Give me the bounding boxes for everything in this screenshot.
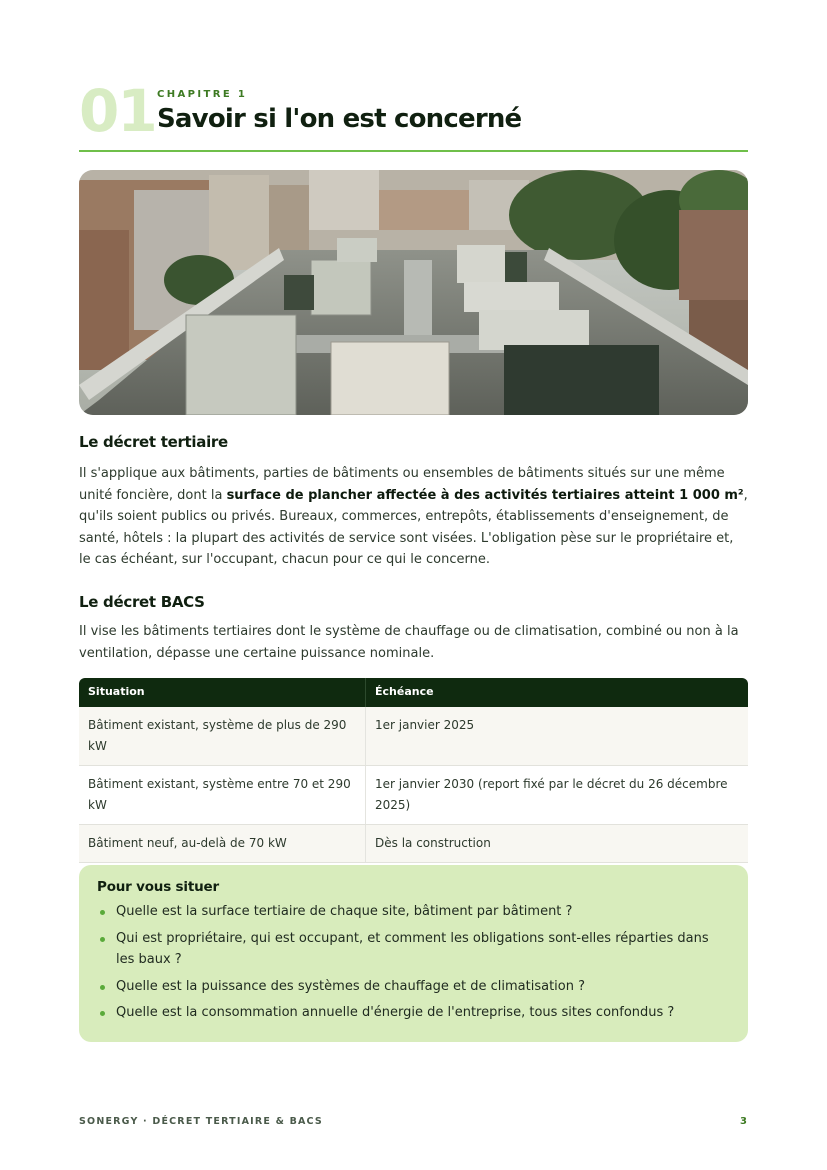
chapter-number: 01 xyxy=(79,77,156,145)
list-item xyxy=(97,976,730,998)
list-item xyxy=(97,1002,730,1024)
table-header xyxy=(79,678,748,707)
bullet-icon xyxy=(100,937,105,942)
page-number: 3 xyxy=(740,1116,747,1127)
table-row xyxy=(79,766,748,825)
paragraph-text: , qu'ils soient publics ou privés. Bureaux, commerces, entrepôts, établissements d'enseignement, de santé, hôtels : la plupart des activités de service sont visées. L'obligation pèse sur le propriétaire et, le cas échéant, sur l'occupant, chacun pour ce qui le concerne. xyxy=(79,487,748,567)
list-item-text: Quelle est la surface tertiaire de chaque site, bâtiment par bâtiment ? xyxy=(116,904,573,919)
bullet-icon xyxy=(100,1011,105,1016)
deadlines-table xyxy=(79,678,748,863)
section-heading-tertiaire: Le décret tertiaire xyxy=(79,433,228,451)
footer-title: SONERGY · DÉCRET TERTIAIRE & BACS xyxy=(79,1116,323,1127)
callout-box xyxy=(79,865,748,1042)
table-cell: Bâtiment neuf, au-delà de 70 kW xyxy=(79,825,366,862)
callout-list xyxy=(97,901,730,1024)
list-item xyxy=(97,901,730,923)
chapter-header xyxy=(79,77,748,152)
paragraph-bacs: Il vise les bâtiments tertiaires dont le système de chauffage ou de climatisation, combiné ou non à la ventilation, dépasse une certaine puissance nominale. xyxy=(79,624,739,661)
column-header: Situation xyxy=(79,678,366,707)
chapter-label: CHAPITRE 1 xyxy=(157,89,248,100)
bullet-icon xyxy=(100,985,105,990)
table-cell: Bâtiment existant, système entre 70 et 290 kW xyxy=(79,766,366,824)
list-item-text: Quelle est la puissance des systèmes de chauffage et de climatisation ? xyxy=(116,978,585,994)
list-item xyxy=(97,928,730,971)
chapter-title: Savoir si l'on est concerné xyxy=(157,104,522,134)
list-item-text: Quelle est la consommation annuelle d'énergie de l'entreprise, tous sites confondus ? xyxy=(116,1005,675,1020)
paragraph-tertiaire xyxy=(79,463,749,571)
list-item-text: Qui est propriétaire, qui est occupant, et comment les obligations sont-elles réparties dans les baux ? xyxy=(116,930,709,967)
table-cell: Dès la construction xyxy=(375,836,491,850)
paragraph-text: Il s'applique aux bâtiments, parties de bâtiments ou ensembles de bâtiments situés sur une même unité foncière, dont la xyxy=(79,466,725,503)
callout-title: Pour vous situer xyxy=(97,879,219,895)
column-header: Échéance xyxy=(375,685,434,698)
bullet-icon xyxy=(100,910,105,915)
table-cell: Bâtiment existant, système de plus de 290 kW xyxy=(79,707,366,765)
table-cell: 1er janvier 2030 (report fixé par le décret du 26 décembre 2025) xyxy=(375,777,728,812)
table-row xyxy=(79,825,748,863)
section-heading-bacs: Le décret BACS xyxy=(79,593,205,611)
rooftop-hvac-photo xyxy=(79,170,748,415)
table-row xyxy=(79,707,748,766)
table-cell: 1er janvier 2025 xyxy=(375,718,475,732)
paragraph-emphasis: surface de plancher affectée à des activités tertiaires atteint 1 000 m² xyxy=(226,487,744,503)
